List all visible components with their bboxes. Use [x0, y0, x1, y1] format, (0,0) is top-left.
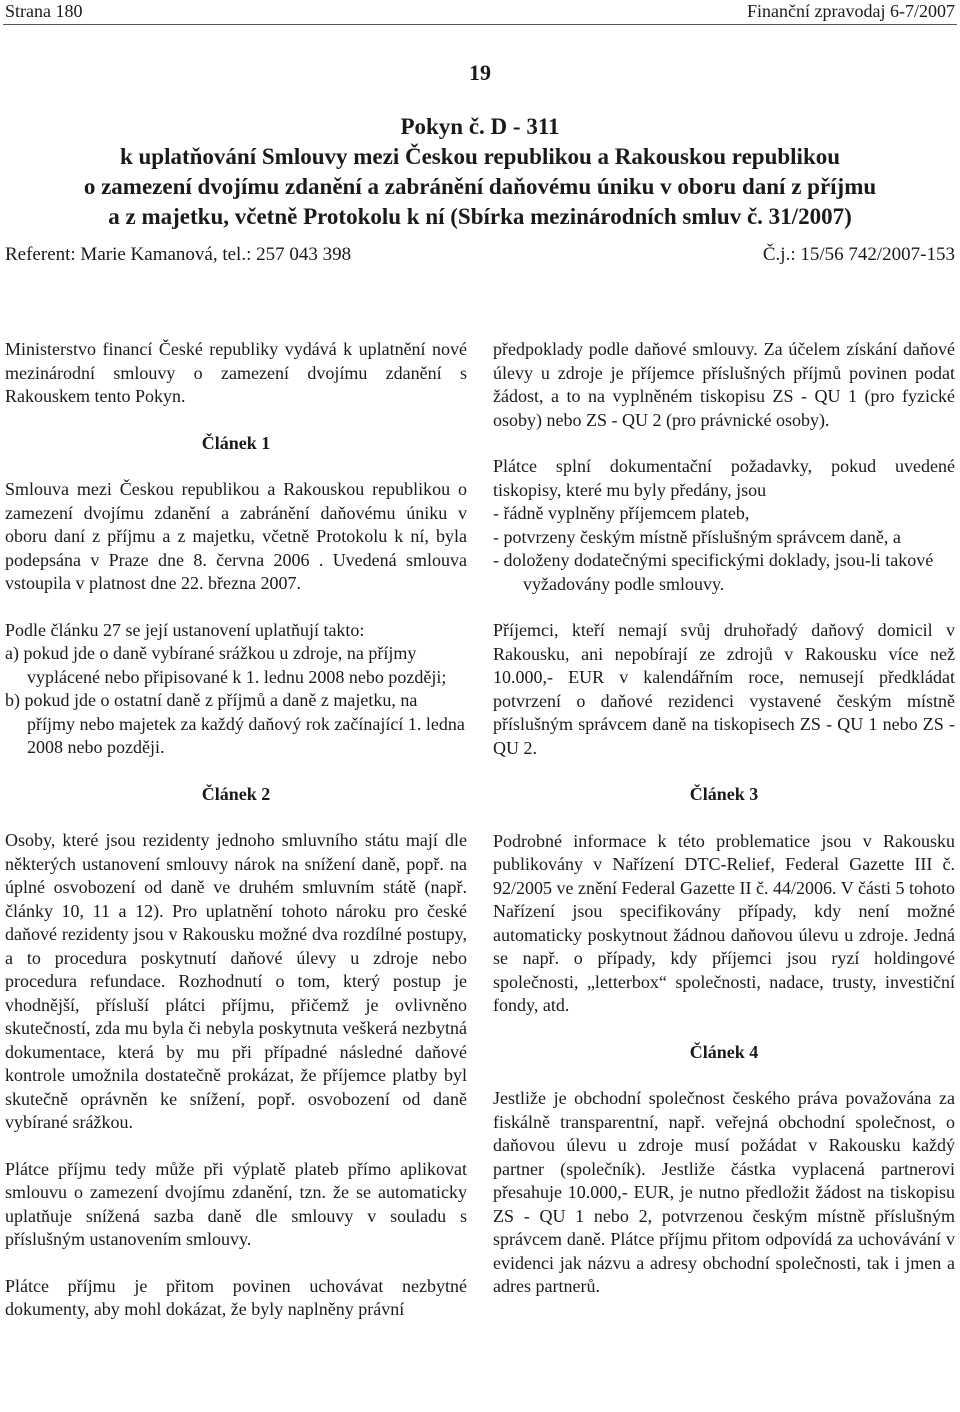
document-title: [0, 112, 960, 232]
reference-number: Č.j.: 15/56 742/2007-153: [762, 244, 955, 265]
title-line-4: a z majetku, včetně Protokolu k ní (Sbírka mezinárodních smluv č. 31/2007): [108, 204, 852, 229]
article-1-paragraph-2: Podle článku 27 se její ustanovení uplatňují takto:: [5, 619, 365, 640]
title-line-1: Pokyn č. D - 311: [400, 114, 560, 139]
article-1-heading: Článek 1: [201, 432, 271, 453]
title-line-2: k uplatňování Smlouvy mezi Českou republikou a Rakouskou republikou: [119, 144, 841, 169]
article-2-paragraph-1: Osoby, které jsou rezidenty jednoho smluvního státu mají dle některých ustanovení smlouvy nárok na snížení daně, popř. na úplné osvobození od daně ve druhém smluvním státě (např. články 10, 11 a 12). Pro uplatnění tohoto nároku pro české daňové rezidenty jsou v Rakousku možné dva rozdílné postupy, a to procedura poskytnutí daňové úlevy u zdroje nebo procedura refundace. Rozhodnutí o tom, který postup je vhodnější, přísluší plátci příjmu, přičemž je ovlivněno skutečností, zda mu byla či nebyla poskytnuta veškerá nezbytná dokumentace, která by mu při případné následné daňové kontrole umožnila dostatečně prokázat, že příjemce platby byl skutečně oprávněn ke snížení, popř. osvobození od daně vybírané srážkou.: [5, 830, 467, 1132]
title-line-3: o zamezení dvojímu zdanění a zabránění daňovému úniku v oboru daní z příjmu: [83, 174, 877, 199]
article-2-paragraph-2: Plátce příjmu tedy může při výplatě plateb přímo aplikovat smlouvu o zamezení dvojímu zdanění, tzn. že se automaticky uplatňuje snížená sazba daně dle smlouvy v souladu s příslušným ustanovením smlouvy.: [5, 1158, 467, 1249]
document-number: 19: [469, 60, 491, 85]
continued-paragraph: předpoklady podle daňové smlouvy. Za účelem získání daňové úlevy u zdroje je příjemce příslušných příjmů povinen podat žádost, a to na vyplněném tiskopisu ZS - QU 1 (pro fyzické osoby) nebo ZS - QU 2 (pro právnické osoby).: [493, 339, 955, 430]
article-1-item-a: a) pokud jde o daně vybírané srážkou u zdroje, na příjmy vyplácené nebo připisované k 1. lednu 2008 nebo později;: [5, 643, 447, 687]
referent-line: [5, 244, 955, 266]
recipients-paragraph: Příjemci, kteří nemají svůj druhořadý daňový domicil v Rakousku, ani nepobírají ze zdrojů v Rakousku více než 10.000,- EUR v kalendářním roce, nemusejí předkládat potvrzení o daňové rezidenci vystavené českým místně příslušným správcem daně na tiskopisech ZS - QU 1 nebo ZS - QU 2.: [493, 620, 955, 758]
article-3-heading: Článek 3: [689, 784, 759, 804]
requirements-paragraph: Plátce splní dokumentační požadavky, pokud uvedené tiskopisy, které mu byly předány, jsou: [493, 456, 955, 500]
article-2-paragraph-3: Plátce příjmu je přitom povinen uchovávat nezbytné dokumenty, aby mohl dokázat, že byly naplněny právní: [5, 1275, 467, 1319]
article-2-heading: Článek 2: [201, 783, 271, 804]
list-item: - doloženy dodatečnými specifickými doklady, jsou-li takové vyžadovány podle smlouvy.: [493, 550, 934, 594]
article-1-paragraph: Smlouva mezi Českou republikou a Rakouskou republikou o zamezení dvojímu zdanění a zabránění daňovému úniku v oboru daní z příjmu a z majetku, včetně Protokolu k ní, byla podepsána v Praze dne 8. června 2006 . Uvedená smlouva vstoupila v platnost dne 22. března 2007.: [5, 479, 467, 593]
referent-contact: Referent: Marie Kamanová, tel.: 257 043 398: [5, 244, 352, 265]
journal-name: Finanční zpravodaj 6-7/2007: [747, 1, 955, 21]
list-item: - řádně vyplněny příjemcem plateb,: [493, 503, 750, 523]
running-header: [3, 0, 957, 25]
page-number: Strana 180: [5, 1, 83, 21]
intro-paragraph: Ministerstvo financí České republiky vydává k uplatnění nové mezinárodní smlouvy o zamezení dvojímu zdanění s Rakouskem tento Pokyn.: [5, 339, 467, 406]
article-4-heading: Článek 4: [689, 1041, 759, 1062]
list-item: - potvrzeny českým místně příslušným správcem daně, a: [493, 526, 901, 547]
article-4-paragraph: Jestliže je obchodní společnost českého práva považována za fiskálně transparentní, např. veřejná obchodní společnost, o daňovou úlevu u zdroje musí požádat v Rakousku každý partner (společník). Jestliže částka vyplacená partnerovi přesahuje 10.000,- EUR, je nutno předložit žádost na tiskopisu ZS - QU 1 nebo 2, potvrzenou českým místně příslušným správcem daně. Plátce příjmu přitom odpovídá za uchovávání v evidenci jak názvu a adresy obchodní společnosti, tak i jmen a adres partnerů.: [493, 1088, 955, 1296]
article-3-paragraph: Podrobné informace k této problematice jsou v Rakousku publikovány v Nařízení DTC-Relief, Federal Gazette III č. 92/2005 ve znění Federal Gazette II č. 44/2006. V části 5 tohoto Nařízení jsou specifikovány případy, kdy není možné automaticky poskytnout žádnou daňovou úlevu u zdroje. Jedná se např. o případy, kdy příjemci jsou ryzí holdingové společnosti, „letterbox“ společnosti, nadace, trusty, investiční fondy, atd.: [493, 830, 955, 1015]
article-1-item-b: b) pokud jde o ostatní daně z příjmů a daně z majetku, na příjmy nebo majetek za každý daňový rok začínající 1. ledna 2008 nebo později.: [5, 690, 465, 757]
left-column: [5, 338, 467, 1345]
right-column: [493, 338, 955, 1322]
